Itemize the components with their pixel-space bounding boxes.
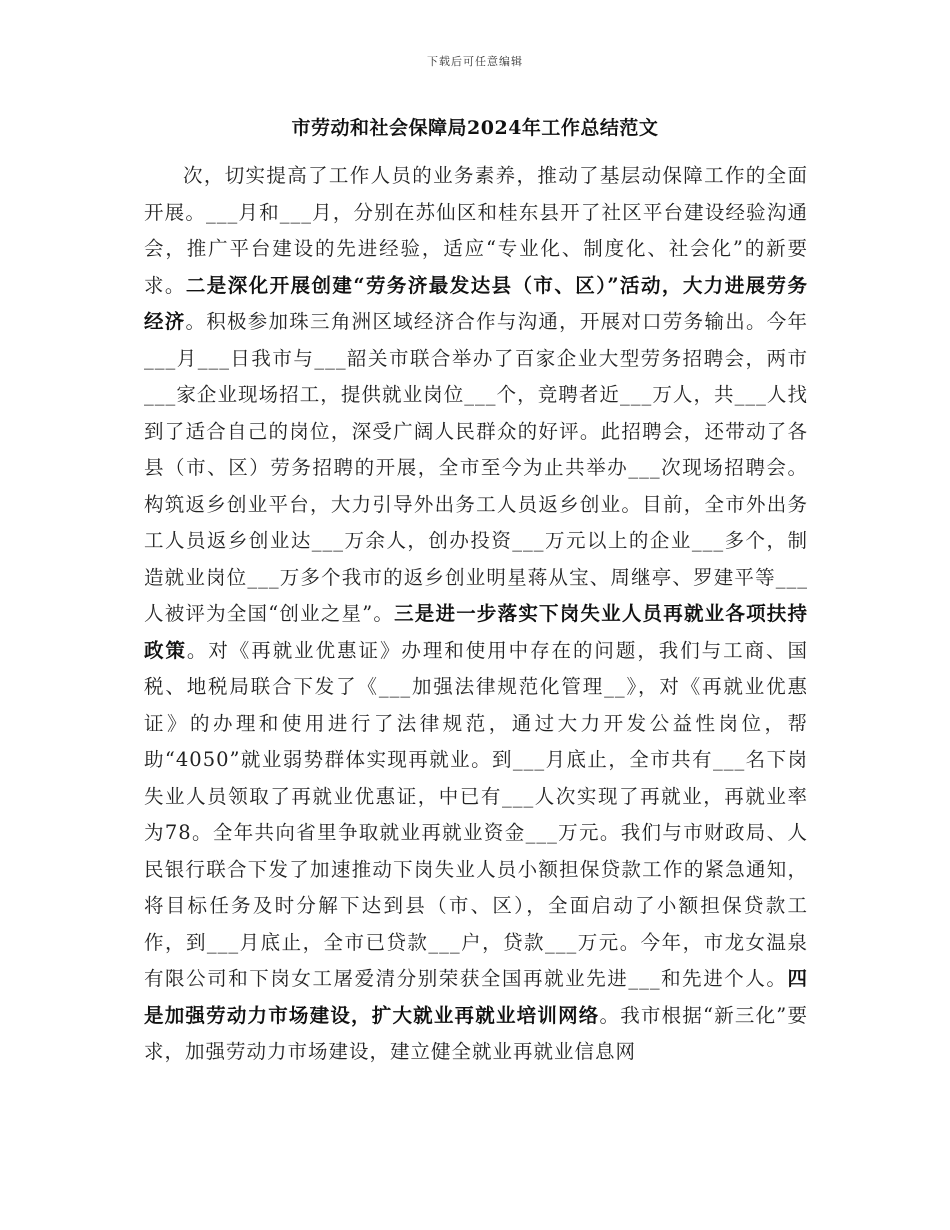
paragraph-text: 。积极参加珠三角洲区域经济合作与沟通，开展对口劳务输出。今年___月___日我市与___韶关市联合举办了百家企业大型劳务招聘会，两市___家企业现场招工，提供就业岗位___个，竞聘者近___万人，共___人找到了适合自己的岗位，深受广阔人民群众的好评。此招聘会，还带动了各县（市、区）劳务招聘的开展，全市至今为止共举办___次现场招聘会。构筑返乡创业平台，大力引导外出务工人员返乡创业。目前，全市外出务工人员返乡创业达___万余人，创办投资___万元以上的企业___多个，制造就业岗位___万多个我市的返乡创业明星蒋从宝、周继亭、罗建平等___人被评为全国“创业之星”。 <box>144 310 808 625</box>
page-header-note: 下载后可任意编辑 <box>427 55 523 68</box>
bold-heading-point-four: 四是加强劳动力市场建设，扩大就业再就业培训网络 <box>144 967 808 1027</box>
document-title: 市劳动和社会保障局2024年工作总结范文 <box>291 117 659 139</box>
bold-heading-point-two: 二是深化开展创建“劳务济最发达县（市、区）”活动，大力进展劳务经济 <box>144 273 808 333</box>
paragraph-text: 。对《再就业优惠证》办理和使用中存在的问题，我们与工商、国税、地税局联合下发了《___加强法律规范化管理__》，对《再就业优惠证》的办理和使用进行了法律规范，通过大力开发公益性岗位，帮助“4050”就业弱势群体实现再就业。到___月底止，全市共有___名下岗失业人员领取了再就业优惠证，中已有___人次实现了再就业，再就业率为78。全年共向省里争取就业再就业资金___万元。我们与市财政局、人民银行联合下发了加速推动下岗失业人员小额担保贷款工作的紧急通知，将目标任务及时分解下达到县（市、区），全面启动了小额担保贷款工作，到___月底止，全市已贷款___户，贷款___万元。今年，市龙女温泉有限公司和下岗女工屠爱清分别荣获全国再就业先进___和先进个人。 <box>144 638 808 990</box>
paragraph-text: 。我市根据“新三化”要求，加强劳动力市场建设，建立健全就业再就业信息网 <box>144 1003 808 1063</box>
body-paragraph <box>144 158 808 1071</box>
paragraph-text: 次，切实提高了工作人员的业务素养，推动了基层动保障工作的全面开展。___月和___月，分别在苏仙区和桂东县开了社区平台建设经验沟通会，推广平台建设的先进经验，适应“专业化、制度化、社会化”的新要求。 <box>144 164 808 297</box>
bold-heading-point-three: 三是进一步落实下岗失业人员再就业各项扶持政策 <box>144 602 808 662</box>
